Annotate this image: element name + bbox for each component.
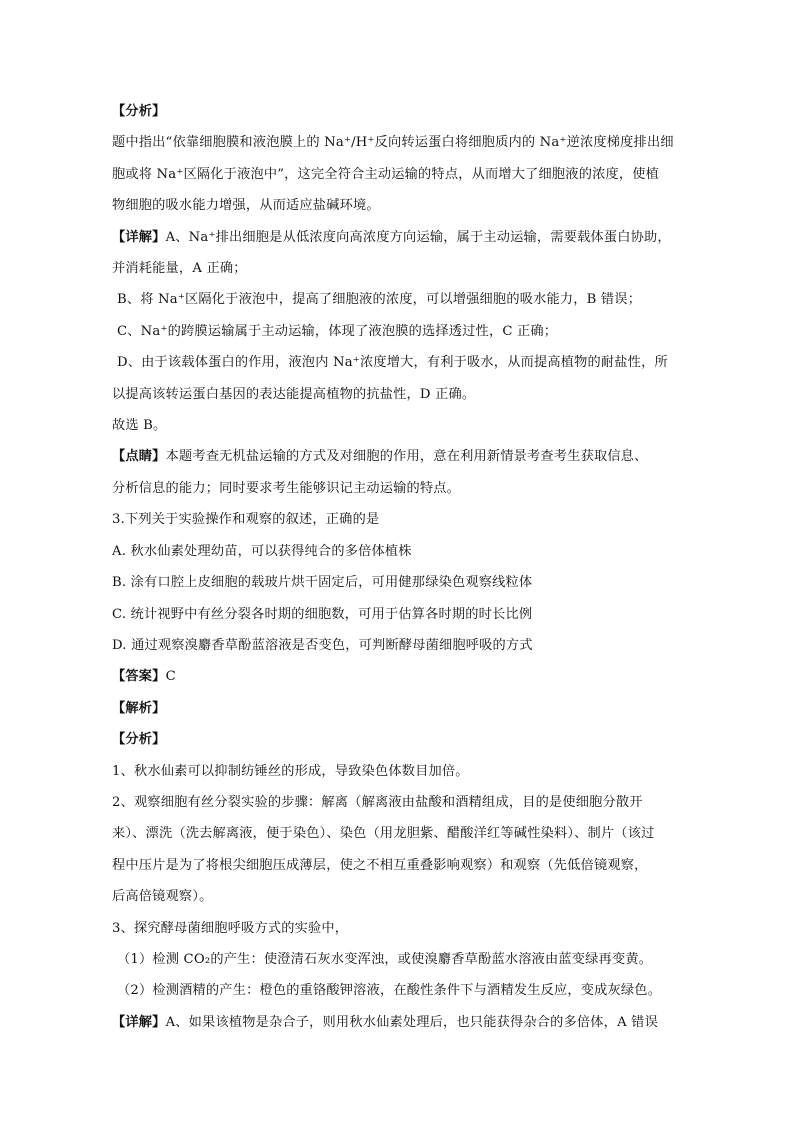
- paragraph-line: 3、探究酵母菌细胞呼吸方式的实验中，: [112, 920, 349, 936]
- answer-value: C: [165, 669, 176, 685]
- paragraph-line: （2）检测酒精的产生：橙色的重铬酸钾溶液，在酸性条件下与酒精发生反应，变成灰绿色。: [117, 983, 662, 999]
- paragraph-line: 胞或将 Na⁺区隔化于液泡中”，这完全符合主动运输的特点，从而增大了细胞液的浓度，使植: [112, 166, 660, 182]
- detail-text: A、如果该植物是杂合子，则用秋水仙素处理后，也只能获得杂合的多倍体，A 错误: [165, 1014, 658, 1030]
- tip-text: 本题考查无机盐运输的方式及对细胞的作用，意在利用新情景考查考生获取信息、: [165, 449, 648, 465]
- detail-label: 【详解】: [112, 1014, 166, 1030]
- heading-analysis: 【分析】: [112, 732, 166, 748]
- detail-label: 【详解】: [112, 229, 166, 245]
- detail-line: [112, 222, 684, 253]
- answer-line: [112, 661, 684, 692]
- question-option-d: D. 通过观察溴麝香草酚蓝溶液是否变色，可判断酵母菌细胞呼吸的方式: [112, 637, 533, 653]
- paragraph-line: 1、秋水仙素可以抑制纺锤丝的形成，导致染色体数目加倍。: [112, 763, 469, 779]
- document-page: [112, 96, 684, 1038]
- paragraph-line: 物细胞的吸水能力增强，从而适应盐碱环境。: [112, 198, 380, 214]
- paragraph-line: 后高倍镜观察）。: [112, 889, 213, 905]
- paragraph-line: 题中指出“依靠细胞膜和液泡膜上的 Na⁺/H⁺反向转运蛋白将细胞质内的 Na⁺逆浓度梯度排出细: [112, 135, 674, 151]
- question-stem: 3.下列关于实验操作和观察的叙述，正确的是: [112, 512, 380, 528]
- paragraph-line: 以提高该转运蛋白基因的表达能提高植物的抗盐性，D 正确。: [112, 386, 476, 402]
- question-option-a: A. 秋水仙素处理幼苗，可以获得纯合的多倍体植株: [112, 543, 412, 559]
- answer-choice-line: 故选 B。: [112, 418, 167, 434]
- tip-line: [112, 441, 684, 472]
- tip-label: 【点睛】: [112, 449, 166, 465]
- heading-analysis: 【分析】: [112, 104, 166, 119]
- paragraph-line: （1）检测 CO₂的产生：使澄清石灰水变浑浊，或使溴麝香草酚蓝水溶液由蓝变绿再变黄。: [117, 951, 653, 967]
- heading-solution: 【解析】: [112, 700, 166, 716]
- paragraph-line: 并消耗能量，A 正确；: [112, 261, 247, 277]
- paragraph-line: 程中压片是为了将根尖细胞压成薄层，使之不相互重叠影响观察）和观察（先低倍镜观察，: [112, 857, 648, 873]
- option-explanation-c: C、Na⁺的跨膜运输属于主动运输，体现了液泡膜的选择透过性，C 正确；: [117, 323, 558, 339]
- detail-line: [112, 1007, 684, 1038]
- paragraph-line: 分析信息的能力；同时要求考生能够识记主动运输的特点。: [112, 480, 461, 496]
- detail-text: A、Na⁺排出细胞是从低浓度向高浓度方向运输，属于主动运输，需要载体蛋白协助，: [165, 229, 671, 245]
- option-explanation-d: D、由于该载体蛋白的作用，液泡内 Na⁺浓度增大，有利于吸水，从而提高植物的耐盐性，所: [117, 355, 668, 371]
- option-explanation-b: B、将 Na⁺区隔化于液泡中，提高了细胞液的浓度，可以增强细胞的吸水能力，B 错误；: [117, 292, 642, 308]
- paragraph-line: 2、观察细胞有丝分裂实验的步骤：解离（解离液由盐酸和酒精组成，目的是使细胞分散开: [112, 794, 643, 810]
- answer-label: 【答案】: [112, 669, 166, 685]
- question-option-b: B. 涂有口腔上皮细胞的载玻片烘干固定后，可用健那绿染色观察线粒体: [112, 575, 533, 591]
- paragraph-line: 来）、漂洗（洗去解离液，便于染色）、染色（用龙胆紫、醋酸洋红等碱性染料）、制片（该过: [112, 826, 655, 842]
- question-option-c: C. 统计视野中有丝分裂各时期的细胞数，可用于估算各时期的时长比例: [112, 606, 533, 622]
